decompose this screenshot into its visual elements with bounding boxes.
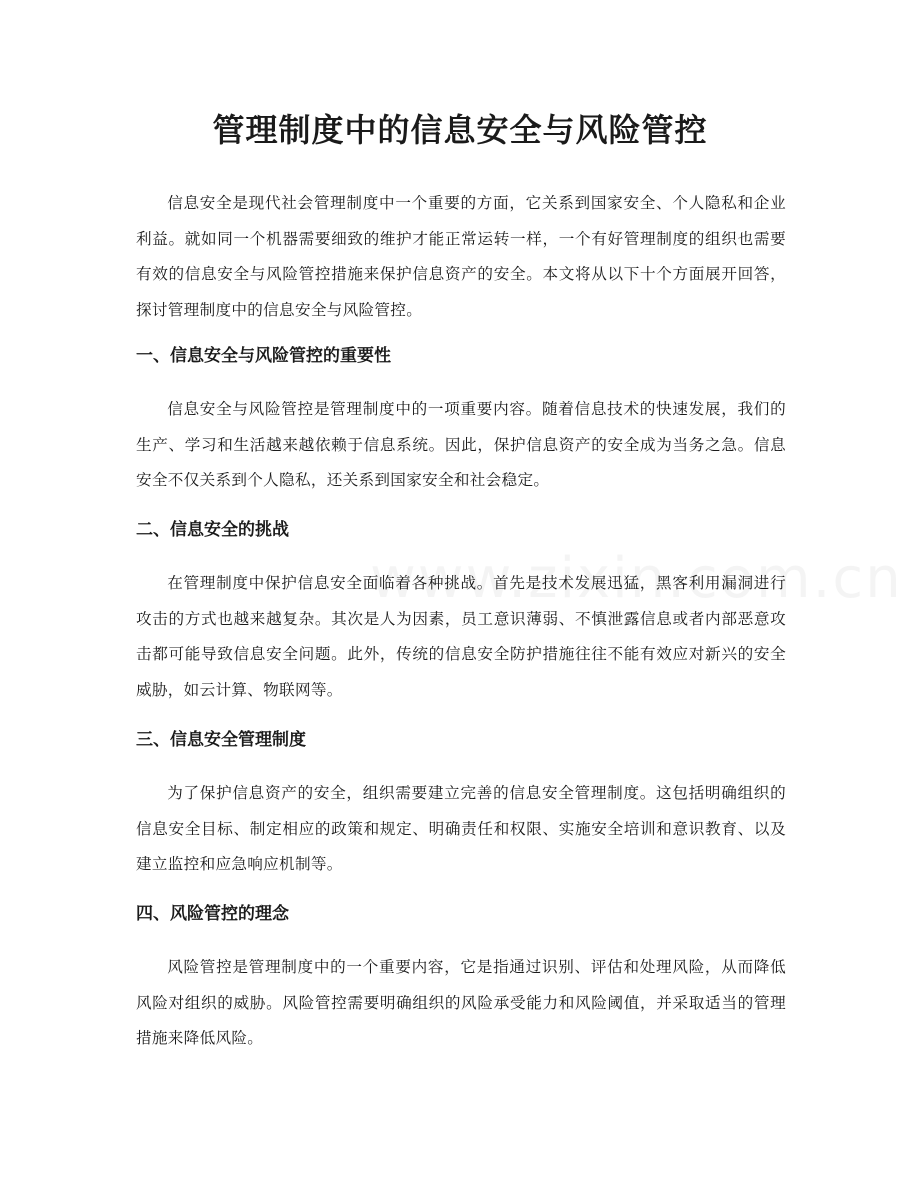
section-heading-2: 二、信息安全的挑战 [136, 520, 289, 540]
section-heading-3: 三、信息安全管理制度 [136, 730, 306, 750]
section-body-4: 风险管控是管理制度中的一个重要内容，它是指通过识别、评估和处理风险，从而降低风险对组织的威胁。风险管控需要明确组织的风险承受能力和风险阈值，并采取适当的管理措施来降低风险。 [136, 958, 786, 1047]
document-title: 管理制度中的信息安全与风险管控 [212, 111, 708, 149]
section-body-2: 在管理制度中保护信息安全面临着各种挑战。首先是技术发展迅猛，黑客利用漏洞进行攻击的方式也越来越复杂。其次是人为因素，员工意识薄弱、不慎泄露信息或者内部恶意攻击都可能导致信息安全问题。此外，传统的信息安全防护措施往往不能有效应对新兴的安全威胁，如云计算、物联网等。 [136, 574, 786, 699]
intro-paragraph: 信息安全是现代社会管理制度中一个重要的方面，它关系到国家安全、个人隐私和企业利益。就如同一个机器需要细致的维护才能正常运转一样，一个有好管理制度的组织也需要有效的信息安全与风险管控措施来保护信息资产的安全。本文将从以下十个方面展开回答，探讨管理制度中的信息安全与风险管控。 [136, 194, 786, 319]
section-body-3: 为了保护信息资产的安全，组织需要建立完善的信息安全管理制度。这包括明确组织的信息安全目标、制定相应的政策和规定、明确责任和权限、实施安全培训和意识教育、以及建立监控和应急响应机制等。 [136, 784, 786, 873]
section-heading-4: 四、风险管控的理念 [136, 904, 289, 924]
section-heading-1: 一、信息安全与风险管控的重要性 [136, 346, 391, 366]
section-body-1: 信息安全与风险管控是管理制度中的一项重要内容。随着信息技术的快速发展，我们的生产、学习和生活越来越依赖于信息系统。因此，保护信息资产的安全成为当务之急。信息安全不仅关系到个人隐私，还关系到国家安全和社会稳定。 [136, 400, 786, 489]
